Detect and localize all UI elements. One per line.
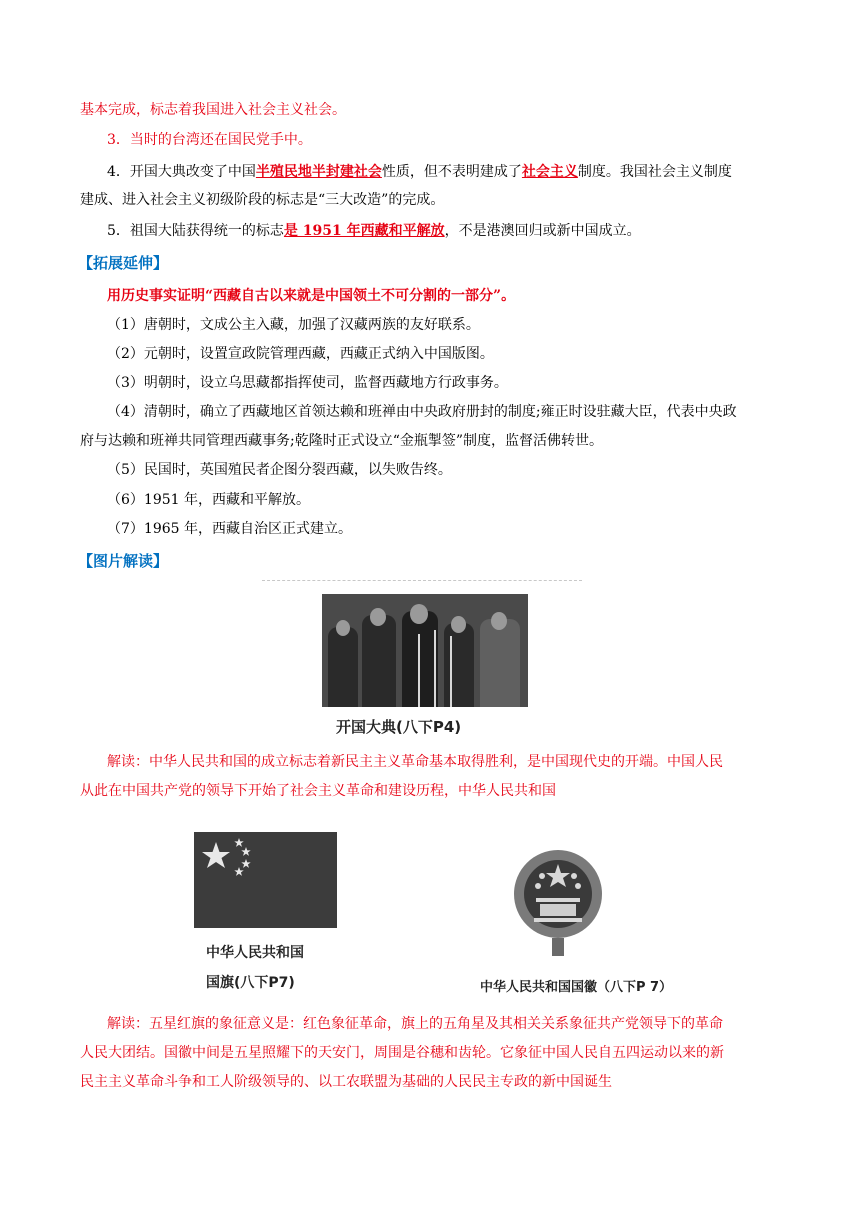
interpretation-line: 解读：五星红旗的象征意义是：红色象征革命，旗上的五角星及其相关关系象征共产党领导下的革命 bbox=[107, 1016, 723, 1032]
paragraph-point-5 bbox=[107, 221, 787, 241]
section-heading-pictures: 【图片解读】 bbox=[78, 552, 169, 570]
list-item: （7）1965 年，西藏自治区正式建立。 bbox=[107, 521, 352, 537]
highlight-term: 半殖民地半封建社会 bbox=[255, 164, 382, 180]
text-run: 5．祖国大陆获得统一的标志 bbox=[107, 223, 284, 239]
section-subtitle: 用历史事实证明“西藏自古以来就是中国领土不可分割的一部分”。 bbox=[107, 288, 516, 304]
interpretation-line: 从此在中国共产党的领导下开始了社会主义革命和建设历程，中华人民共和国 bbox=[80, 783, 556, 799]
interpretation-line: 解读：中华人民共和国的成立标志着新民主主义革命基本取得胜利，是中国现代史的开端。中国人民 bbox=[107, 754, 723, 770]
emblem-caption: 中华人民共和国国徽（八下P 7） bbox=[480, 980, 673, 995]
photo-caption: 开国大典(八下P4) bbox=[336, 718, 462, 736]
paragraph-line: 基本完成，标志着我国进入社会主义社会。 bbox=[80, 102, 346, 118]
text-run: ，不是港澳回归或新中国成立。 bbox=[444, 223, 641, 239]
list-item-continuation: 府与达赖和班禅共同管理西藏事务;乾隆时正式设立“金瓶掣签”制度，监督活佛转世。 bbox=[80, 433, 604, 449]
list-item: （3）明朝时，设立乌思藏都指挥使司，监督西藏地方行政事务。 bbox=[107, 375, 508, 391]
interpretation-line: 民主主义革命斗争和工人阶级领导的、以工农联盟为基础的人民民主专政的新中国诞生 bbox=[80, 1074, 612, 1090]
highlight-term: 是 1951 年西藏和平解放 bbox=[283, 223, 445, 239]
list-item: （5）民国时，英国殖民者企图分裂西藏，以失败告终。 bbox=[107, 462, 452, 478]
list-item: （4）清朝时，确立了西藏地区首领达赖和班禅由中央政府册封的制度;雍正时设驻藏大臣，代表中央政 bbox=[107, 404, 737, 420]
text-run: 4．开国大典改变了中国 bbox=[107, 164, 256, 180]
highlight-term: 社会主义 bbox=[521, 164, 578, 180]
paragraph-point-4 bbox=[107, 162, 787, 182]
star-icon bbox=[194, 832, 337, 928]
national-flag-image bbox=[194, 832, 337, 928]
list-item: （6）1951 年，西藏和平解放。 bbox=[107, 492, 310, 508]
list-item: （1）唐朝时，文成公主入藏，加强了汉藏两族的友好联系。 bbox=[107, 317, 480, 333]
founding-ceremony-photo bbox=[322, 594, 528, 707]
national-emblem-image bbox=[512, 832, 604, 964]
emblem-icon bbox=[512, 832, 604, 964]
text-run: 性质，但不表明建成了 bbox=[381, 164, 522, 180]
flag-caption-line1: 中华人民共和国 bbox=[206, 945, 304, 961]
paragraph-point-3: 3．当时的台湾还在国民党手中。 bbox=[107, 132, 312, 148]
section-heading-extension: 【拓展延伸】 bbox=[78, 254, 169, 272]
interpretation-line: 人民大团结。国徽中间是五星照耀下的天安门，周围是谷穗和齿轮。它象征中国人民自五四运动以来的新 bbox=[80, 1045, 724, 1061]
divider bbox=[262, 580, 582, 583]
list-item: （2）元朝时，设置宣政院管理西藏，西藏正式纳入中国版图。 bbox=[107, 346, 494, 362]
text-run: 制度。我国社会主义制度 bbox=[577, 164, 732, 180]
paragraph-line: 建成、进入社会主义初级阶段的标志是“三大改造”的完成。 bbox=[80, 192, 445, 208]
flag-caption-line2: 国旗(八下P7) bbox=[206, 975, 295, 991]
